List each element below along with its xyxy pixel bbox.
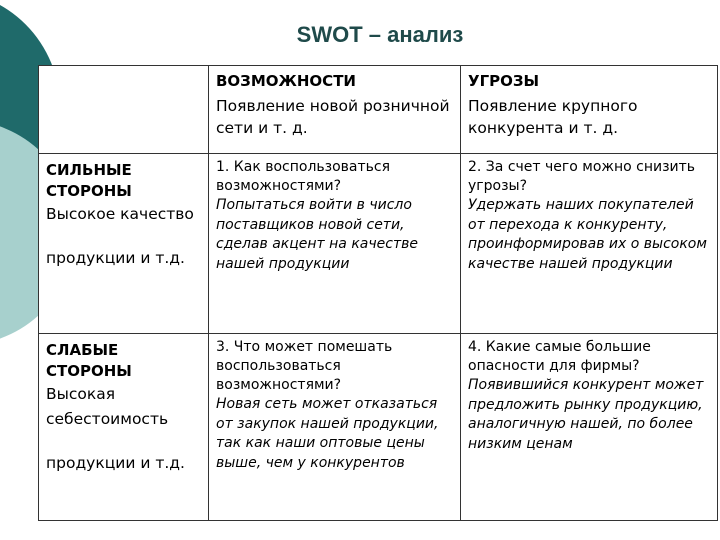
- opportunities-example: Появление новой розничной сети и т. д.: [216, 97, 450, 137]
- strengths-example: Высокое качество: [46, 205, 194, 223]
- so-answer: Попытаться войти в число поставщиков новой сети, сделав акцент на качестве нашей продукции: [216, 197, 418, 272]
- wo-cell: [209, 334, 461, 521]
- wo-question: 3. Что может помешать воспользоваться возможностями?: [216, 339, 393, 393]
- opportunities-header-cell: [209, 66, 461, 154]
- st-answer: Удержать наших покупателей от перехода к конкуренту, проинформировав их о высоком качестве нашей продукции: [468, 197, 707, 272]
- corner-cell: [39, 66, 209, 154]
- swot-table: [38, 65, 718, 521]
- strengths-example-tail: продукции и т.д.: [46, 249, 185, 267]
- weaknesses-label: СЛАБЫЕ СТОРОНЫ: [46, 341, 132, 380]
- st-question: 2. За счет чего можно снизить угрозы?: [468, 159, 696, 194]
- wt-question: 4. Какие самые большие опасности для фирмы?: [468, 339, 651, 374]
- st-cell: [461, 154, 718, 334]
- wt-answer: Появившийся конкурент может предложить рынку продукцию, аналогичную нашей, по более низким ценам: [468, 377, 704, 452]
- strengths-row: [39, 154, 718, 334]
- page-title: SWOT – анализ: [296, 22, 464, 47]
- wo-answer: Новая сеть может отказаться от закупок нашей продукции, так как наши оптовые цены выше, чем у конкурентов: [216, 396, 439, 471]
- wt-cell: [461, 334, 718, 521]
- weaknesses-example: Высокая себестоимость: [46, 385, 169, 428]
- strengths-header-cell: [39, 154, 209, 334]
- so-cell: [209, 154, 461, 334]
- weaknesses-header-cell: [39, 334, 209, 521]
- opportunities-label: ВОЗМОЖНОСТИ: [216, 72, 356, 90]
- threats-label: УГРОЗЫ: [468, 72, 540, 90]
- threats-header-cell: [461, 66, 718, 154]
- header-row: [39, 66, 718, 154]
- weaknesses-example-tail: продукции и т.д.: [46, 454, 185, 472]
- so-question: 1. Как воспользоваться возможностями?: [216, 159, 391, 194]
- strengths-label: СИЛЬНЫЕ СТОРОНЫ: [46, 161, 132, 200]
- weaknesses-row: [39, 334, 718, 521]
- threats-example: Появление крупного конкурента и т. д.: [468, 97, 638, 137]
